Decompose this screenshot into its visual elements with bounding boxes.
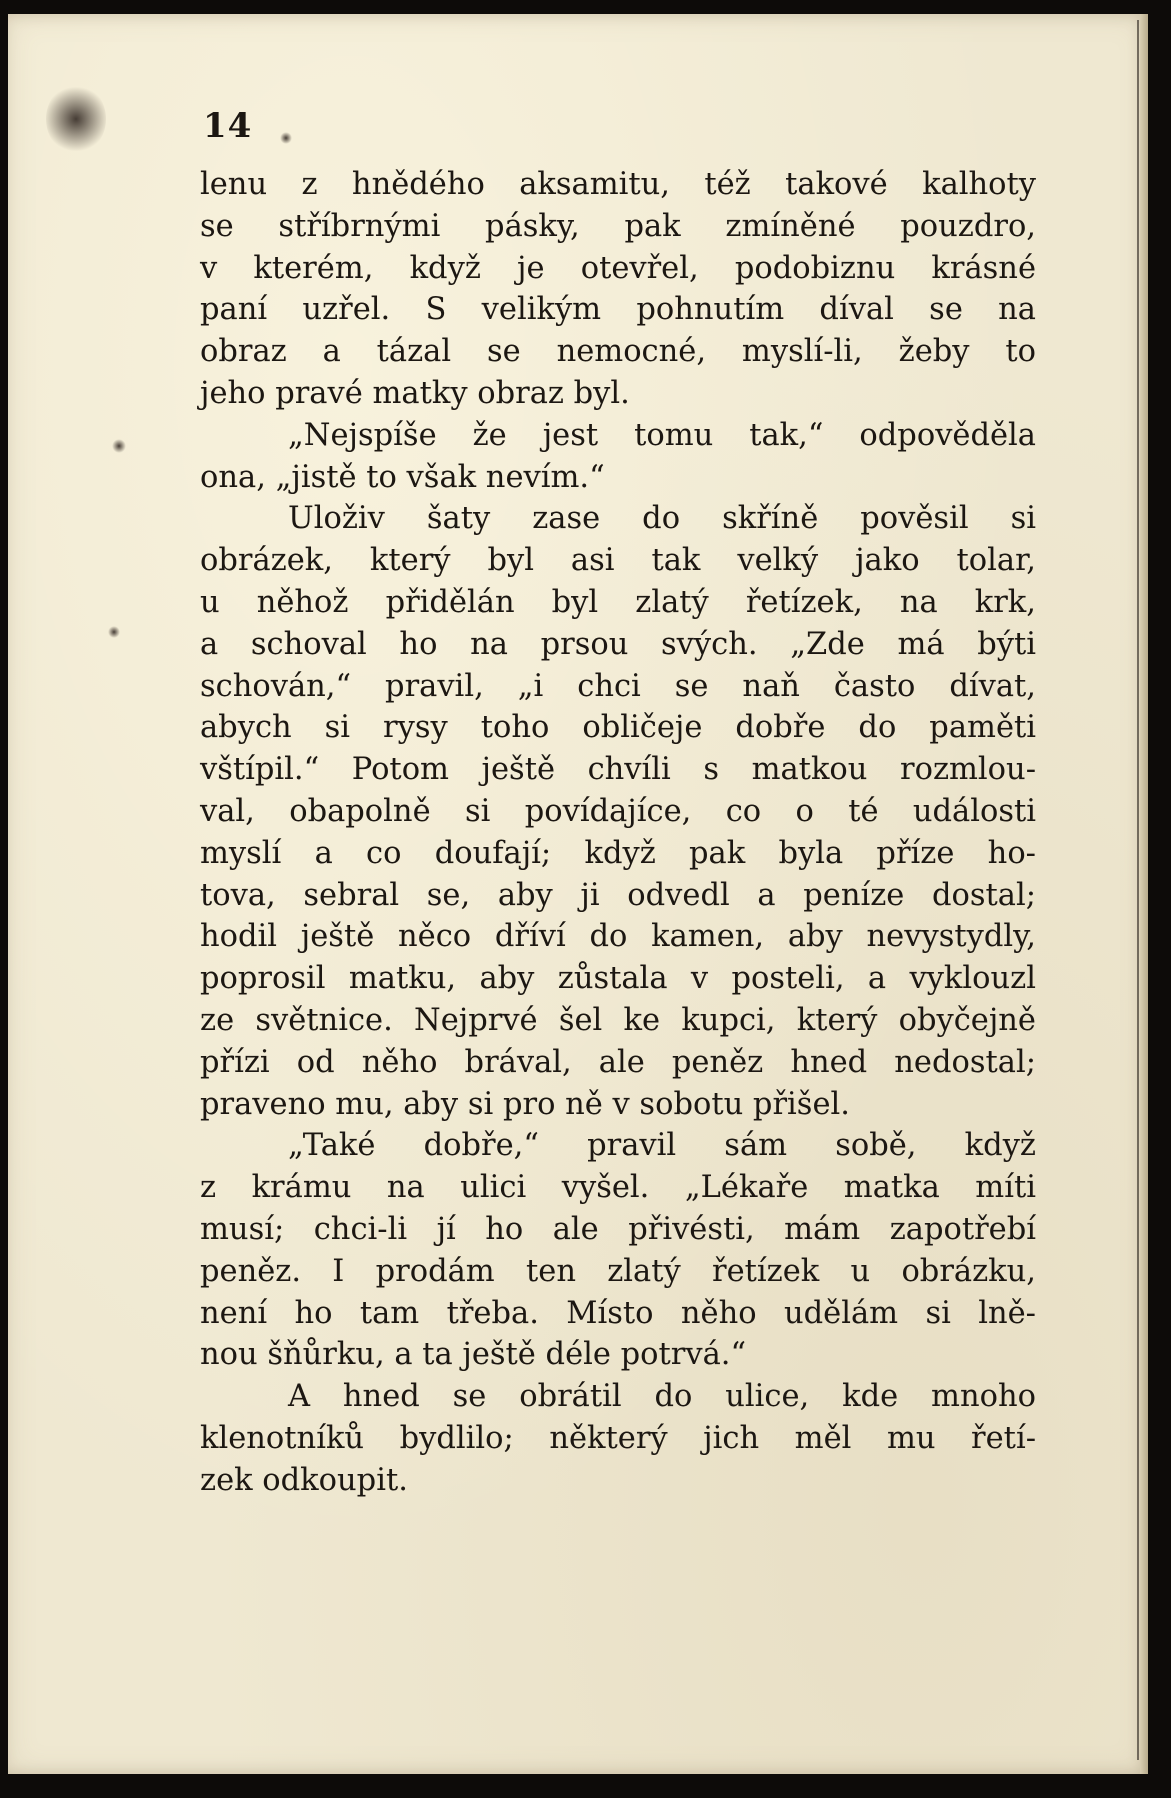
text-line: jeho pravé matky obraz byl. (200, 375, 630, 411)
page-edge (1140, 14, 1148, 1774)
text-line: vštípil.“ Potom ještě chvíli s matkou rozmlou- (200, 752, 1036, 788)
text-line: A hned se obrátil do ulice, kde mnoho (288, 1379, 1036, 1415)
text-line: paní uzřel. S velikým pohnutím díval se na (200, 292, 1036, 328)
text-line: „Také dobře,“ pravil sám sobě, když (288, 1128, 1036, 1164)
text-line: „Nejspíše že jest tomu tak,“ odpověděla (288, 417, 1036, 453)
text-line: tova, sebral se, aby ji odvedl a peníze dostal; (200, 877, 1036, 913)
text-line: obraz a tázal se nemocné, myslí-li, žeby to (200, 334, 1036, 370)
book-page (8, 14, 1148, 1774)
text-line: ona, „jistě to však nevím.“ (200, 459, 605, 495)
text-line: klenotníků bydlilo; některý jich měl mu řetí- (200, 1420, 1036, 1456)
ink-smudge (108, 626, 120, 638)
page-body-text (200, 164, 1036, 1502)
text-line: přízi od něho brával, ale peněz hned nedostal; (200, 1044, 1036, 1080)
page-border-line (1137, 20, 1139, 1760)
text-line: zek odkoupit. (200, 1462, 408, 1498)
text-line: schován,“ pravil, „i chci se naň často dívat, (200, 668, 1036, 704)
text-line: val, obapolně si povídajíce, co o té události (200, 793, 1036, 829)
ink-smudge (112, 439, 126, 453)
text-line: abych si rysy toho obličeje dobře do paměti (200, 710, 1036, 746)
text-line: Uloživ šaty zase do skříně pověsil si (288, 501, 1036, 537)
page-number: 14 (203, 106, 253, 146)
text-line: z krámu na ulici vyšel. „Lékaře matka míti (200, 1170, 1036, 1206)
ink-smudge (280, 132, 292, 144)
ink-smudge (46, 84, 106, 154)
text-line: nou šňůrku, a ta ještě déle potrvá.“ (200, 1337, 747, 1373)
text-line: obrázek, který byl asi tak velký jako tolar, (200, 543, 1036, 579)
text-line: se stříbrnými pásky, pak zmíněné pouzdro, (200, 208, 1036, 244)
text-line: ze světnice. Nejprvé šel ke kupci, který obyčejně (200, 1002, 1036, 1038)
text-line: praveno mu, aby si pro ně v sobotu přišel. (200, 1086, 850, 1122)
text-line: myslí a co doufají; když pak byla příze ho- (200, 835, 1036, 871)
text-line: a schoval ho na prsou svých. „Zde má býti (200, 626, 1036, 662)
text-line: lenu z hnědého aksamitu, též takové kalhoty (200, 167, 1036, 202)
text-line: musí; chci-li jí ho ale přivésti, mám zapotřebí (200, 1211, 1036, 1247)
text-line: hodil ještě něco dříví do kamen, aby nevystydly, (200, 919, 1036, 955)
text-line: peněz. I prodám ten zlatý řetízek u obrázku, (200, 1253, 1036, 1289)
text-line: u něhož přidělán byl zlatý řetízek, na krk, (200, 584, 1036, 620)
text-line: poprosil matku, aby zůstala v posteli, a vyklouzl (200, 961, 1036, 997)
text-line: není ho tam třeba. Místo něho udělám si lně- (200, 1295, 1036, 1331)
text-line: v kterém, když je otevřel, podobiznu krásné (200, 250, 1036, 286)
